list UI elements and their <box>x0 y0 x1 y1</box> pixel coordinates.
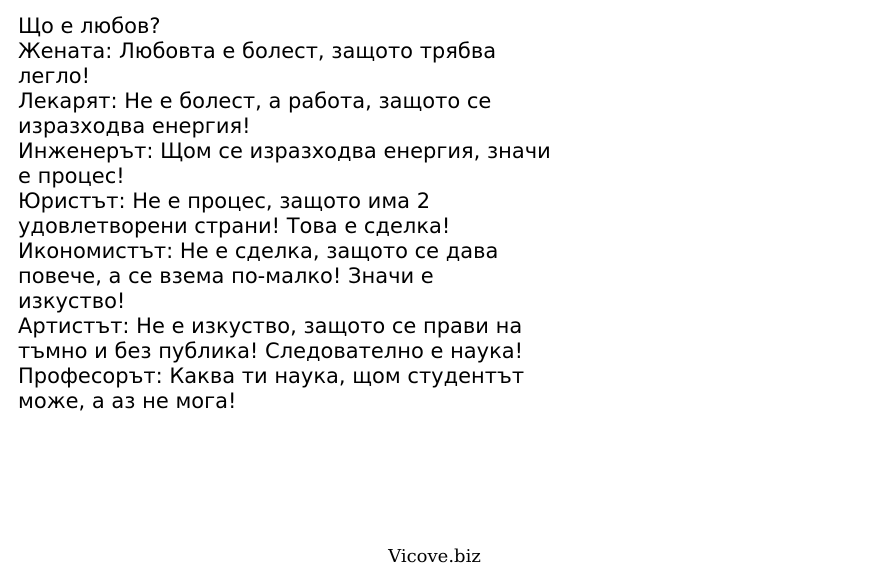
joke-line: Професорът: Каква ти наука, щом студентът <box>18 364 525 388</box>
site-watermark: Vicove.biz <box>388 546 481 567</box>
joke-line: Юристът: Не е процес, защото има 2 <box>18 189 431 213</box>
joke-line: може, а аз не мога! <box>18 389 237 413</box>
joke-line: повече, а се взема по-малко! Значи е <box>18 264 434 288</box>
joke-line: тъмно и без публика! Следователно е наука! <box>18 339 524 363</box>
joke-line: Инженерът: Щом се изразходва енергия, значи <box>18 139 551 163</box>
joke-line: Артистът: Не е изкуство, защото се прави на <box>18 314 523 338</box>
joke-title: Що е любов? <box>18 14 161 38</box>
joke-line: изразходва енергия! <box>18 114 251 138</box>
joke-line: е процес! <box>18 164 125 188</box>
joke-line: изкуство! <box>18 289 126 313</box>
joke-text <box>18 14 578 414</box>
joke-line: Жената: Любовта е болест, защото трябва <box>18 39 497 63</box>
joke-line: Лекарят: Не е болест, а работа, защото се <box>18 89 492 113</box>
joke-line: удовлетворени страни! Това е сделка! <box>18 214 451 238</box>
joke-line: Икономистът: Не е сделка, защото се дава <box>18 239 499 263</box>
joke-line: легло! <box>18 64 91 88</box>
